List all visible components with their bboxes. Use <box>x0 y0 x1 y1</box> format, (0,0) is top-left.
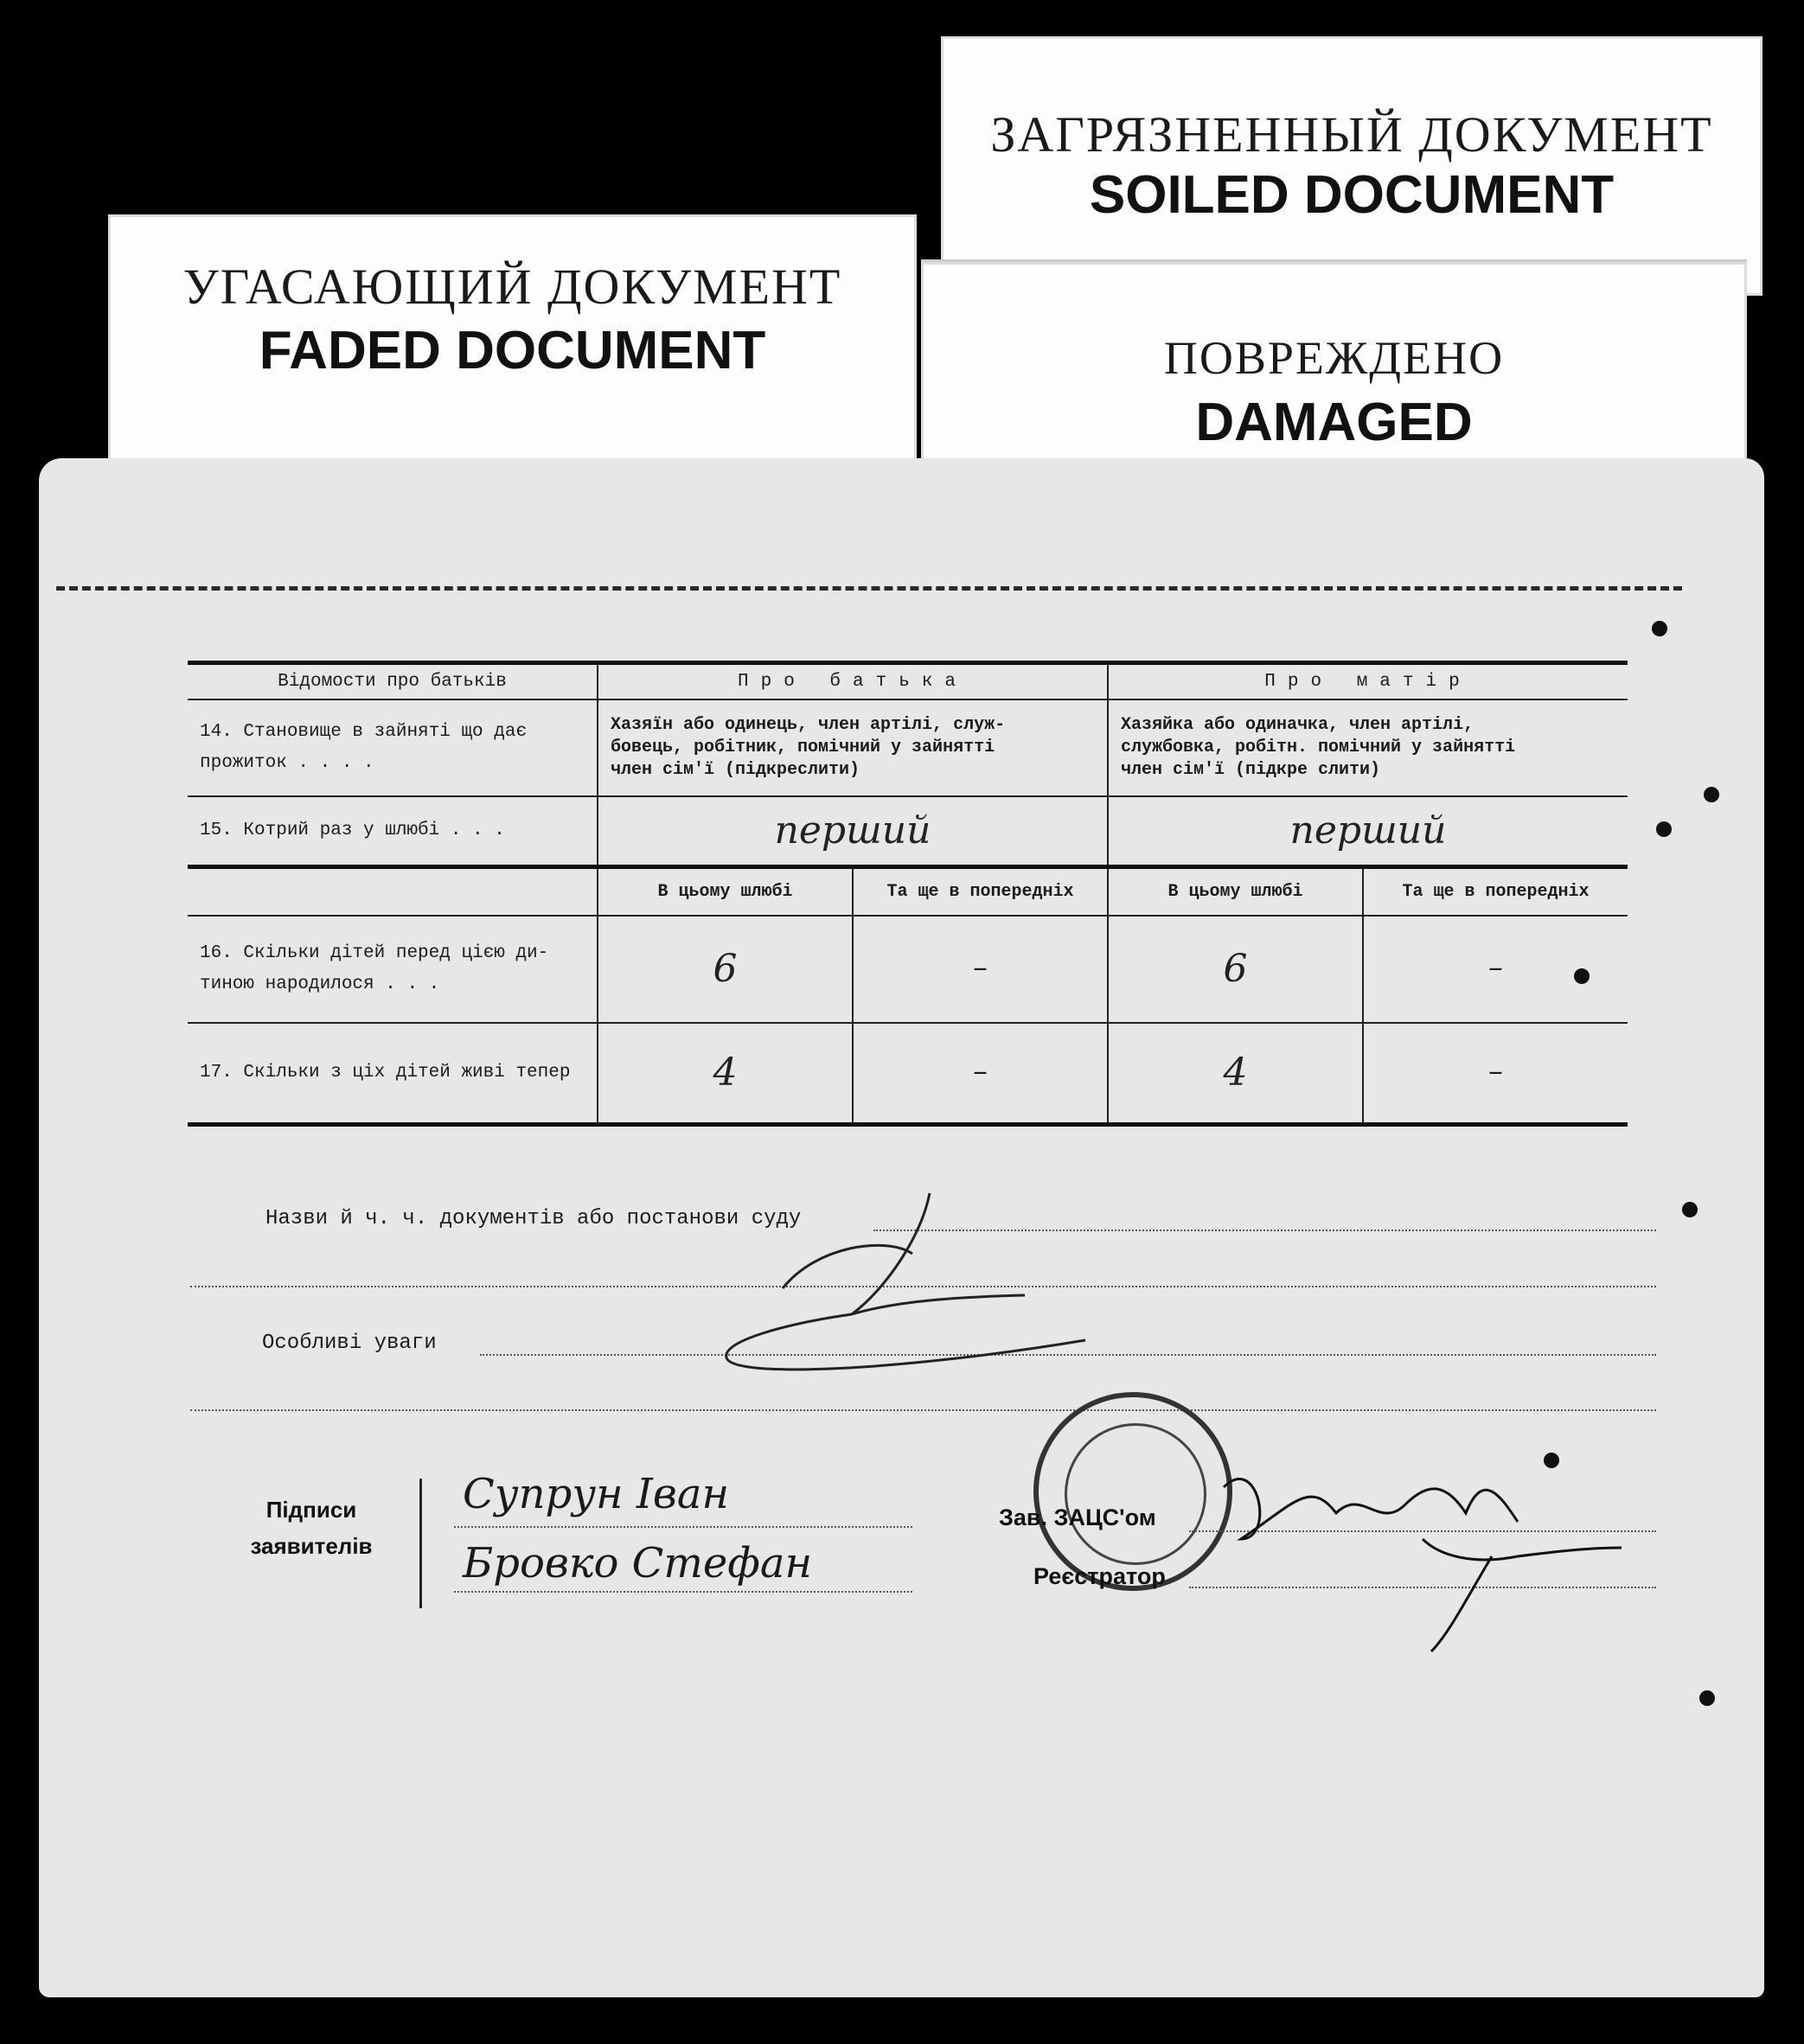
row14-father-line3: член сім'ї (підкреслити) <box>611 759 860 780</box>
damaged-flag-en: DAMAGED <box>1195 393 1473 452</box>
row-16 <box>188 916 1628 1023</box>
applicant2-signature: Бровко Стефан <box>463 1539 813 1587</box>
signatures-label-line1: Підписи <box>265 1497 357 1523</box>
row17-mother-current: 4 <box>1108 1023 1363 1125</box>
row16-mother-current: 6 <box>1108 916 1363 1023</box>
row16-mother-previous: – <box>1363 916 1628 1023</box>
row17-label: 17. Скільки з ціх дітей живі тепер <box>188 1023 598 1125</box>
soiled-document-flag <box>941 36 1762 296</box>
row17-father-previous: – <box>853 1023 1108 1125</box>
applicant2-dotline <box>454 1591 912 1593</box>
row16-father-previous: – <box>853 916 1108 1023</box>
signatures-label <box>238 1491 385 1564</box>
row15-label: 15. Котрий раз у шлюбі . . . <box>188 796 598 867</box>
punch-hole <box>1652 621 1667 636</box>
header-mother: Про матір <box>1108 663 1628 699</box>
punch-hole <box>1704 787 1719 802</box>
row14-mother-line2: службовка, робітн. помічний у зайнятті <box>1121 737 1516 757</box>
row16-label-line2: тиною народилося . . . <box>200 974 440 994</box>
subheader-mother-previous: Та ще в попередніх <box>1363 867 1628 916</box>
row14-label-line1: 14. Становище в зайняті що дає <box>200 721 528 742</box>
registry-head-label: Зав. ЗАЦС'ом <box>999 1504 1156 1530</box>
registrar-label: Реєстратор <box>1033 1563 1166 1589</box>
subheader-father-current: В цьому шлюбі <box>598 867 853 916</box>
subheader-row <box>188 867 1628 916</box>
subheader-father-previous: Та ще в попередніх <box>853 867 1108 916</box>
official-signature <box>1189 1435 1639 1660</box>
row14-mother-line1: Хазяйка або одиначка, член артілі, <box>1121 714 1475 735</box>
subheader-mother-current: В цьому шлюбі <box>1108 867 1363 916</box>
damaged-flag-ru: ПОВРЕЖДЕНО <box>1163 332 1505 384</box>
row-15 <box>188 796 1628 867</box>
applicant1-signature: Супрун Іван <box>463 1470 730 1518</box>
row17-mother-previous: – <box>1363 1023 1628 1125</box>
header-parents-info: Відомости про батьків <box>188 663 598 699</box>
punch-hole <box>1682 1202 1698 1217</box>
notes-label: Особливі уваги <box>262 1332 437 1355</box>
row-17 <box>188 1023 1628 1125</box>
notes-dotline-2 <box>190 1409 1656 1411</box>
perforation-line <box>56 586 1682 591</box>
row17-father-current: 4 <box>598 1023 853 1125</box>
row15-mother-value: перший <box>1108 796 1628 867</box>
signatures-label-line2: заявителів <box>250 1533 373 1559</box>
signatures-brace <box>419 1479 425 1608</box>
row14-father-line1: Хазяїн або одинець, член артілі, служ- <box>611 714 1006 735</box>
header-father: Про батька <box>598 663 1108 699</box>
row14-mother-line3: член сім'ї (підкре слити) <box>1121 759 1381 780</box>
applicant1-dotline <box>454 1526 912 1528</box>
faded-document-flag <box>108 214 917 474</box>
soiled-flag-en: SOILED DOCUMENT <box>1089 165 1615 225</box>
documents-label: Назви й ч. ч. документів або постанови суду <box>265 1207 802 1230</box>
form-sheet <box>39 458 1764 1997</box>
row-14 <box>188 699 1628 796</box>
parents-info-table <box>188 661 1628 1127</box>
faded-flag-en: FADED DOCUMENT <box>259 321 766 380</box>
punch-hole <box>1656 821 1672 837</box>
row14-label-line2: прожиток . . . . <box>200 752 374 773</box>
faded-flag-ru: УГАСАЮЩИЙ ДОКУМЕНТ <box>182 259 842 315</box>
row14-father-line2: бовець, робітник, помічний у зайнятті <box>611 737 995 757</box>
soiled-flag-ru: ЗАГРЯЗНЕННЫЙ ДОКУМЕНТ <box>990 106 1713 163</box>
punch-hole <box>1699 1690 1715 1706</box>
row16-father-current: 6 <box>598 916 853 1023</box>
strikeout-mark <box>713 1185 1163 1383</box>
row15-father-value: перший <box>598 796 1108 867</box>
row16-label-line1: 16. Скільки дітей перед цією ди- <box>200 942 549 963</box>
